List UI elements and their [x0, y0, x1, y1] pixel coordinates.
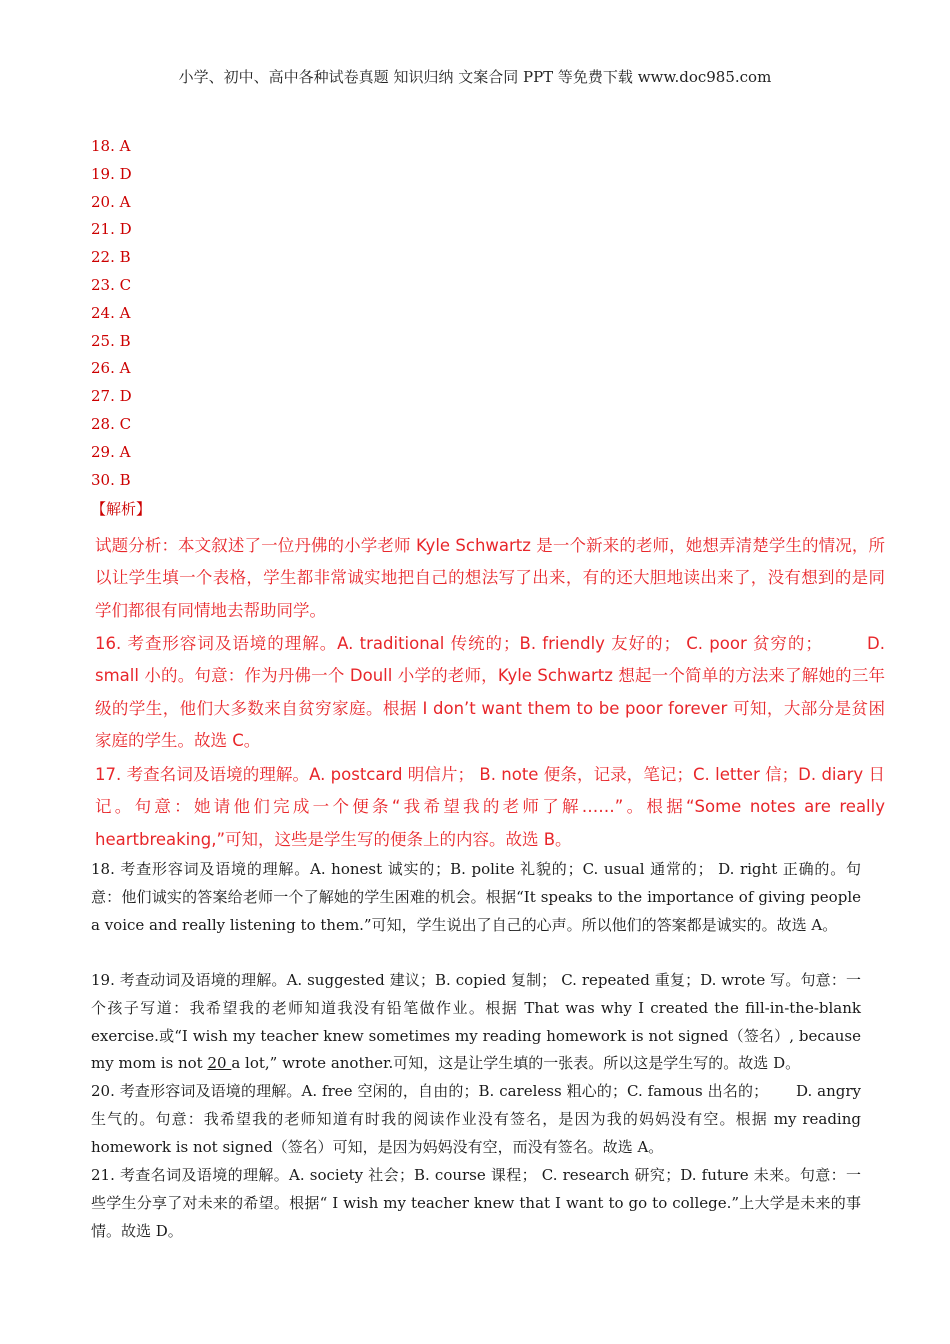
answer-item: 25. B — [91, 331, 131, 350]
q19-text-after: a lot,” wrote another.可知，这是让学生填的一张表。所以这是学生写的。故选 D。 — [231, 1054, 801, 1073]
analysis-label: 【解析】 — [91, 500, 152, 518]
answer-item: 27. D — [91, 387, 132, 406]
analysis-q16: 16. 考查形容词及语境的理解。A. traditional 传统的；B. friendly 友好的； C. poor 贫穷的； D. small 小的。句意：作为丹佛一个 Doull 小学的老师，Kyle Schwartz 想起一个简单的方法来了解她的三年级的学生，他们大多数来自贫穷家庭。根据 I don’t want them to be poor forever 可知，大部分是贫困家庭的学生。故选 C。 — [95, 634, 885, 751]
analysis-q19 — [91, 967, 861, 1078]
answer-item: 24. A — [91, 303, 131, 322]
answer-item: 30. B — [91, 470, 131, 489]
answer-item: 23. C — [91, 275, 132, 294]
analysis-q20: 20. 考查形容词及语境的理解。A. free 空闲的，自由的；B. careless 粗心的；C. famous 出名的； D. angry 生气的。句意：我希望我的老师知道有时我的阅读作业没有签名，是因为我的妈妈没有空。根据 my reading homework is not signed（签名）可知，是因为妈妈没有空，而没有签名。故选 A。 — [91, 1082, 861, 1156]
q19-text-before: 19. 考查动词及语境的理解。A. suggested 建议；B. copied 复制； C. repeated 重复；D. wrote 写。句意：一个孩子写道：我希望我的老师知道我没有铅笔做作业。根据 That was why I created the fill-in-the-blank exercise.或“I wish my teacher knew sometimes my reading homework is not signed（签名）, because my mom is not — [91, 971, 861, 1073]
analysis-q21: 21. 考查名词及语境的理解。A. society 社会；B. course 课程； C. research 研究；D. future 未来。句意：一些学生分享了对未来的希望。根据“ I wish my teacher knew that I want to go to college.”上大学是未来的事情。故选 D。 — [91, 1166, 861, 1240]
answer-item: 22. B — [91, 248, 131, 267]
answer-item: 28. C — [91, 414, 132, 433]
analysis-intro: 试题分析：本文叙述了一位丹佛的小学老师 Kyle Schwartz 是一个新来的老师，她想弄清楚学生的情况，所以让学生填一个表格，学生都非常诚实地把自己的想法写了出来，有的还大胆地读出来了，没有想到的是同学们都很有同情地去帮助同学。 — [95, 536, 885, 620]
answer-item: 18. A — [91, 137, 131, 155]
analysis-q17: 17. 考查名词及语境的理解。A. postcard 明信片； B. note 便条，记录，笔记；C. letter 信；D. diary 日记。句意：她请他们完成一个便条“我希望我的老师了解……”。根据“Some notes are really heartbreaking,”可知，这些是学生写的便条上的内容。故选 B。 — [95, 765, 885, 849]
answer-item: 26. A — [91, 359, 131, 378]
answer-item: 19. D — [91, 164, 132, 183]
answer-item: 20. A — [91, 192, 131, 211]
answer-list — [91, 133, 132, 494]
answer-item: 21. D — [91, 220, 132, 239]
page-header: 小学、初中、高中各种试卷真题 知识归纳 文案合同 PPT 等免费下载 www.doc985.com — [178, 68, 772, 86]
answer-item: 29. A — [91, 442, 131, 461]
q19-blank: 20 — [207, 1054, 232, 1073]
analysis-q18: 18. 考查形容词及语境的理解。A. honest 诚实的；B. polite 礼貌的；C. usual 通常的； D. right 正确的。句意：他们诚实的答案给老师一个了解她的学生困难的机会。根据“It speaks to the importance of giving people a voice and really listening to them.”可知，学生说出了自己的心声。所以他们的答案都是诚实的。故选 A。 — [91, 860, 861, 934]
